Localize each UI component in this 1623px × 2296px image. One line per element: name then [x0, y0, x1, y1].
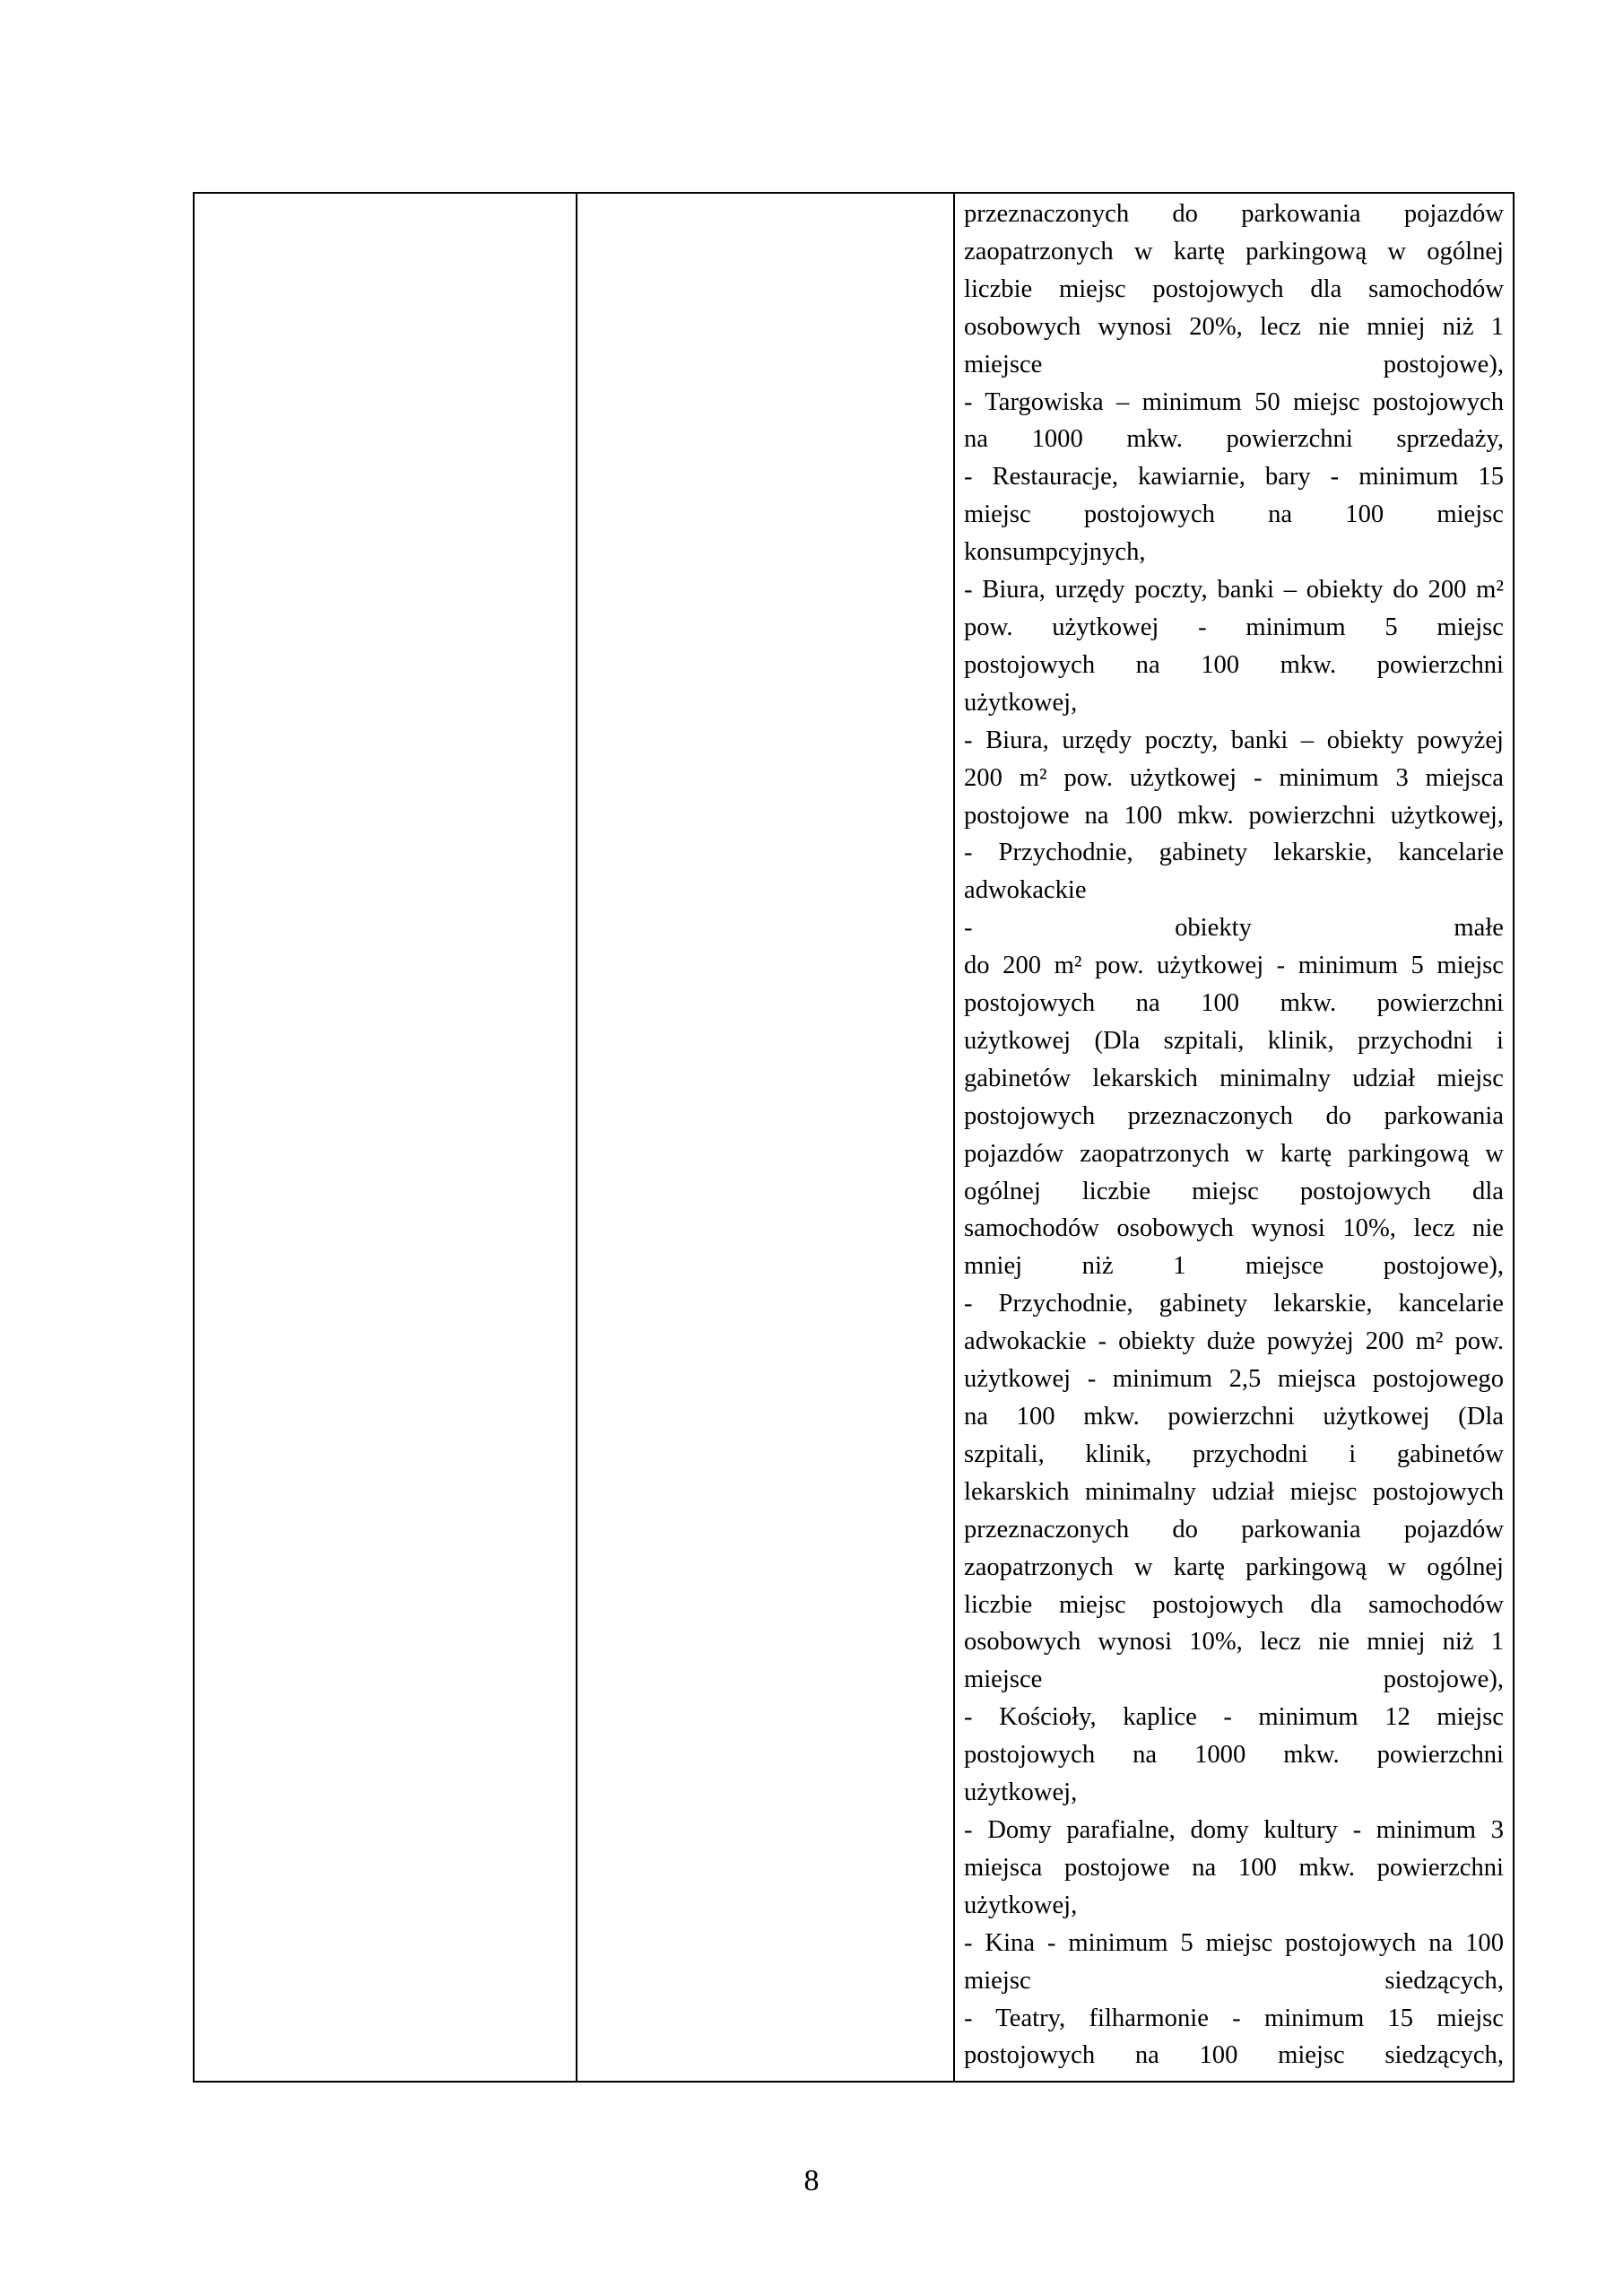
text-line: użytkowej, [964, 688, 1078, 717]
text-line: na 1000 mkw. powierzchni sprzedaży, [964, 425, 1504, 454]
text-line: osobowych wynosi 20%, lecz nie mniej niż 1 [964, 312, 1504, 341]
page-number: 8 [803, 2164, 820, 2197]
text-line: postojowe na 100 mkw. powierzchni użytkowej, [964, 801, 1504, 830]
text-line: miejsce postojowe), [964, 350, 1504, 378]
text-line: lekarskich minimalny udział miejsc postojowych [964, 1477, 1504, 1506]
text-line: postojowych na 1000 mkw. powierzchni [964, 1741, 1504, 1770]
text-line: - Kościoły, kaplice - minimum 12 miejsc [964, 1703, 1504, 1732]
text-line: - Biura, urzędy poczty, banki – obiekty do 200 m² [964, 576, 1504, 604]
text-line: adwokackie [964, 876, 1087, 905]
text-line: pojazdów zaopatrzonych w kartę parkingową w [964, 1139, 1504, 1168]
text-line: postojowych na 100 mkw. powierzchni [964, 650, 1504, 679]
text-line: ogólnej liczbie miejsc postojowych dla [964, 1177, 1504, 1205]
table-cell-3 [954, 193, 1514, 2082]
text-line: użytkowej, [964, 1891, 1078, 1919]
text-line: zaopatrzonych w kartę parkingową w ogólnej [964, 1552, 1504, 1581]
text-line: - Domy parafialne, domy kultury - minimum 3 [964, 1815, 1504, 1844]
text-line: - Targowiska – minimum 50 miejsc postojowych [964, 387, 1504, 416]
text-line: postojowych na 100 mkw. powierzchni [964, 989, 1504, 1018]
text-line: - Przychodnie, gabinety lekarskie, kancelarie [964, 839, 1504, 867]
text-line: postojowych na 100 miejsc siedzących, [964, 2041, 1504, 2070]
cell-2-text [577, 194, 953, 196]
text-line: liczbie miejsc postojowych dla samochodów [964, 274, 1504, 303]
text-line: mniej niż 1 miejsce postojowe), [964, 1252, 1504, 1281]
text-line: szpitali, klinik, przychodni i gabinetów [964, 1439, 1504, 1468]
text-line: pow. użytkowej - minimum 5 miejsc [964, 613, 1504, 641]
text-line: na 100 mkw. powierzchni użytkowej (Dla [964, 1403, 1504, 1431]
text-line: zaopatrzonych w kartę parkingową w ogólnej [964, 237, 1504, 265]
text-line: gabinetów lekarskich minimalny udział miejsc [964, 1064, 1504, 1092]
text-line: adwokackie - obiekty duże powyżej 200 m² pow. [964, 1327, 1504, 1356]
text-line: liczbie miejsc postojowych dla samochodów [964, 1590, 1504, 1619]
text-line: samochodów osobowych wynosi 10%, lecz nie [964, 1214, 1504, 1243]
text-line: osobowych wynosi 10%, lecz nie mniej niż 1 [964, 1628, 1504, 1657]
table-cell-2 [577, 193, 954, 2082]
text-line: przeznaczonych do parkowania pojazdów [964, 200, 1504, 228]
text-line: do 200 m² pow. użytkowej - minimum 5 miejsc [964, 952, 1504, 980]
text-line: miejsc postojowych na 100 miejsc [964, 500, 1504, 529]
regulation-table [193, 192, 1515, 2083]
text-line: miejsca postojowe na 100 mkw. powierzchni [964, 1853, 1504, 1882]
text-line: przeznaczonych do parkowania pojazdów [964, 1515, 1504, 1544]
text-line: użytkowej - minimum 2,5 miejsca postojowego [964, 1365, 1504, 1394]
text-line: użytkowej (Dla szpitali, klinik, przychodni i [964, 1026, 1504, 1055]
text-line: - Teatry, filharmonie - minimum 15 miejsc [964, 2004, 1504, 2032]
text-line: konsumpcyjnych, [964, 538, 1146, 567]
text-line: 200 m² pow. użytkowej - minimum 3 miejsca [964, 763, 1504, 792]
text-line: postojowych przeznaczonych do parkowania [964, 1101, 1504, 1130]
text-line: - Restauracje, kawiarnie, bary - minimum 15 [964, 463, 1504, 491]
text-line: miejsc siedzących, [964, 1966, 1504, 1995]
text-line: - obiekty małe [964, 914, 1504, 943]
parking-requirements-text [955, 194, 1513, 2074]
text-line: - Przychodnie, gabinety lekarskie, kancelarie [964, 1290, 1504, 1318]
text-line: - Kina - minimum 5 miejsc postojowych na 100 [964, 1928, 1504, 1957]
text-line: użytkowej, [964, 1779, 1078, 1807]
text-line: - Biura, urzędy poczty, banki – obiekty powyżej [964, 726, 1504, 754]
text-line: miejsce postojowe), [964, 1665, 1504, 1694]
table-row [194, 193, 1514, 2082]
table-cell-1 [194, 193, 577, 2082]
cell-1-text [195, 194, 576, 196]
